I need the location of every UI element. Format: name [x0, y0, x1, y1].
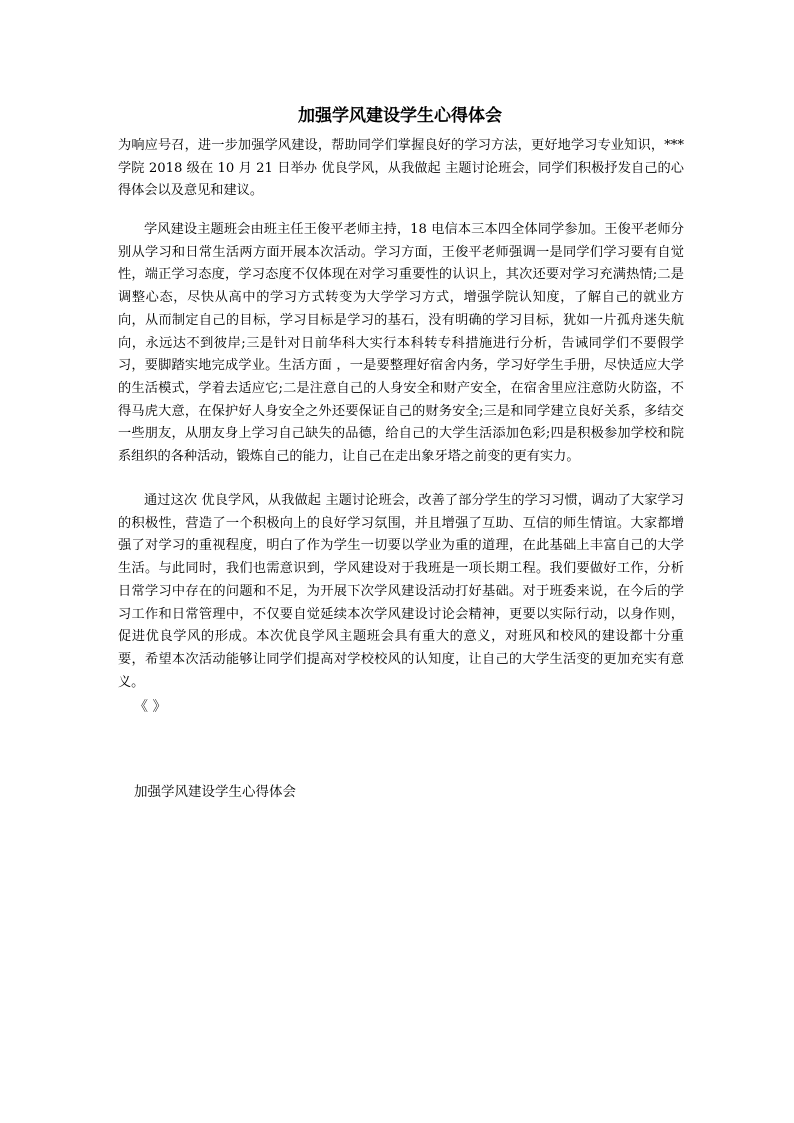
meeting-content-paragraph: 学风建设主题班会由班主任王俊平老师主持，18 电信本三本四全体同学参加。王俊平老师分别从学习和日常生活两方面开展本次活动。学习方面，王俊平老师强调一是同学们学习要有自觉性，端正学习态度，学习态度不仅体现在对学习重要性的认识上，其次还要对学习充满热情;二是调整心态，尽快从高中的学习方式转变为大学学习方式，增强学院认知度，了解自己的就业方向，从而制定自己的目标，学习目标是学习的基石，没有明确的学习目标，犹如一片孤舟迷失航向，永远达不到彼岸;三是针对日前华科大实行本科转专科措施进行分析，告诫同学们不要假学习，要脚踏实地完成学业。生活方面 ，一是要整理好宿舍内务，学习好学生手册，尽快适应大学的生活模式，学着去适应它;二是注意自己的人身安全和财产安全，在宿舍里应注意防火防盗，不得马虎大意，在保护好人身安全之外还要保证自己的财务安全;三是和同学建立良好关系，多结交一些朋友，从朋友身上学习自己缺失的品德，给自己的大学生活添加色彩;四是积极参加学校和院系组织的各种活动，锻炼自己的能力，让自己在走出象牙塔之前变的更有实力。 [118, 222, 684, 465]
book-title-marks: 《 》 [134, 699, 167, 715]
footer-title: 加强学风建设学生心得体会 [134, 784, 296, 800]
document-title: 加强学风建设学生心得体会 [298, 106, 502, 126]
intro-paragraph: 为响应号召，进一步加强学风建设，帮助同学们掌握良好的学习方法，更好地学习专业知识，***学院 2018 级在 10 月 21 日举办 优良学风，从我做起 主题讨论班会，同学们积极抒发自己的心得体会以及意见和建议。 [118, 138, 684, 199]
conclusion-paragraph: 通过这次 优良学风，从我做起 主题讨论班会，改善了部分学生的学习习惯，调动了大家学习的积极性，营造了一个积极向上的良好学习氛围，并且增强了互助、互信的师生情谊。大家都增强了对学习的重视程度，明白了作为学生一切要以学业为重的道理，在此基础上丰富自己的大学生活。与此同时，我们也需意识到，学风建设对于我班是一项长期工程。我们要做好工作，分析日常学习中存在的问题和不足，为开展下次学风建设活动打好基础。对于班委来说，在今后的学习工作和日常管理中，不仅要自觉延续本次学风建设讨论会精神，更要以实际行动，以身作则，促进优良学风的形成。本次优良学风主题班会具有重大的意义，对班风和校风的建设都十分重要，希望本次活动能够让同学们提高对学校校风的认知度，让自己的大学生活变的更加充实有意义。 [118, 493, 684, 690]
